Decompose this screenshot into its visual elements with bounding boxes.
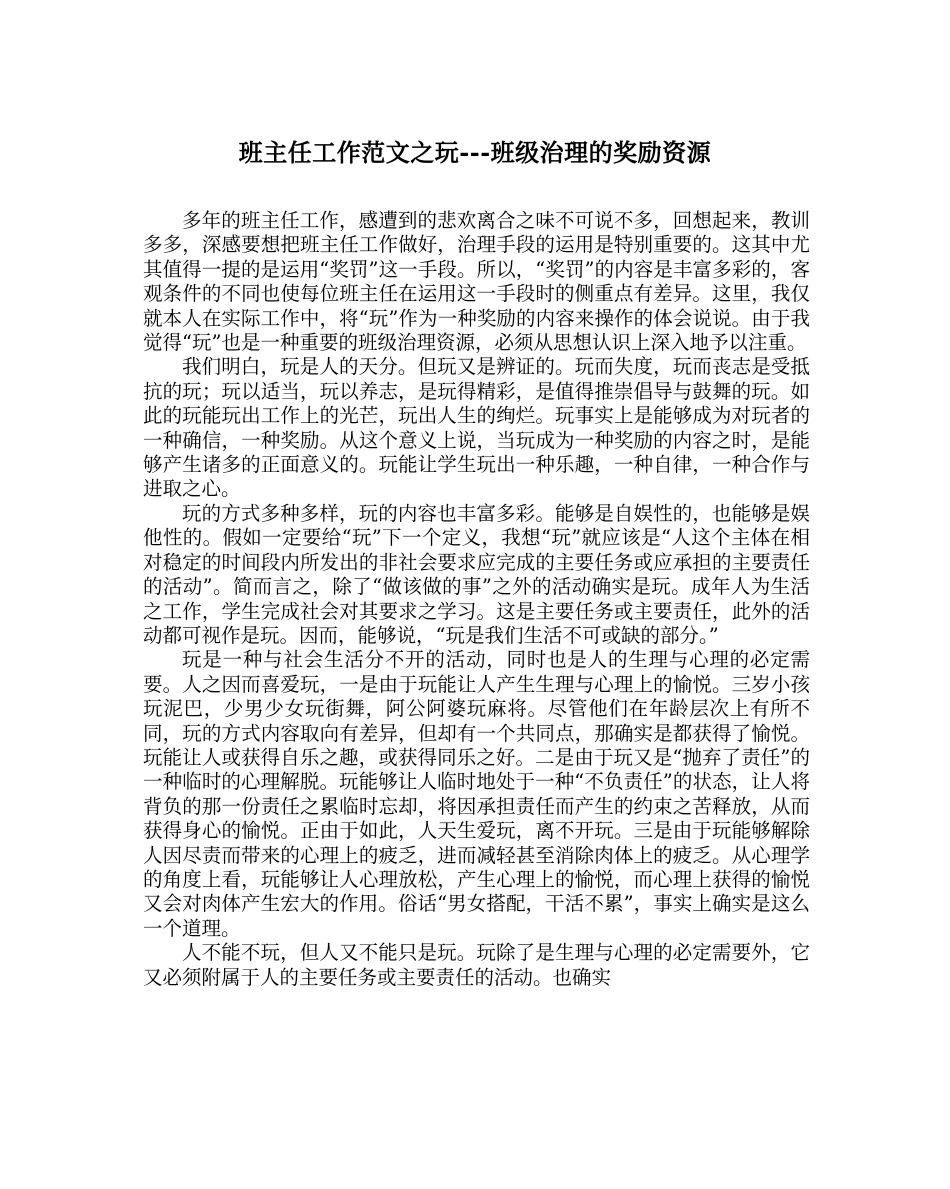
document-body: [143, 209, 810, 990]
paragraph: 我们明白，玩是人的天分。但玩又是辨证的。玩而失度，玩而丧志是受抵抗的玩；玩以适当，玩以养志，是玩得精彩，是值得推崇倡导与鼓舞的玩。如此的玩能玩出工作上的光芒，玩出人生的绚烂。玩事实上是能够成为对玩者的一种确信，一种奖励。从这个意义上说，当玩成为一种奖励的内容之时，是能够产生诸多的正面意义的。玩能让学生玩出一种乐趣，一种自律，一种合作与进取之心。: [143, 355, 810, 501]
paragraph: 玩是一种与社会生活分不开的活动，同时也是人的生理与心理的必定需要。人之因而喜爱玩，一是由于玩能让人产生生理与心理上的愉悦。三岁小孩玩泥巴，少男少女玩街舞，阿公阿婆玩麻将。尽管他们在年龄层次上有所不同，玩的方式内容取向有差异，但却有一个共同点，那确实是都获得了愉悦。玩能让人或获得自乐之趣，或获得同乐之好。二是由于玩又是“抛弃了责任”的一种临时的心理解脱。玩能够让人临时地处于一种“不负责任”的状态，让人将背负的那一份责任之累临时忘却，将因承担责任而产生的约束之苦释放，从而获得身心的愉悦。正由于如此，人天生爱玩，离不开玩。三是由于玩能够解除人因尽责而带来的心理上的疲乏，进而减轻甚至消除肉体上的疲乏。从心理学的角度上看，玩能够让人心理放松，产生心理上的愉悦，而心理上获得的愉悦又会对肉体产生宏大的作用。俗话“男女搭配，干活不累”，事实上确实是这么一个道理。: [143, 648, 810, 940]
paragraph: 玩的方式多种多样，玩的内容也丰富多彩。能够是自娱性的，也能够是娱他性的。假如一定要给“玩”下一个定义，我想“玩”就应该是“人这个主体在相对稳定的时间段内所发出的非社会要求应完成的主要任务或应承担的主要责任的活动”。简而言之，除了“做该做的事”之外的活动确实是玩。成年人为生活之工作，学生完成社会对其要求之学习。这是主要任务或主要责任，此外的活动都可视作是玩。因而，能够说，“玩是我们生活不可或缺的部分。”: [143, 501, 810, 647]
paragraph: 人不能不玩，但人又不能只是玩。玩除了是生理与心理的必定需要外，它又必须附属于人的主要任务或主要责任的活动。也确实: [143, 941, 810, 989]
paragraph: 多年的班主任工作，感遭到的悲欢离合之味不可说不多，回想起来，教训多多，深感要想把班主任工作做好，治理手段的运用是特别重要的。这其中尤其值得一提的是运用“奖罚”这一手段。所以，“奖罚”的内容是丰富多彩的，客观条件的不同也使每位班主任在运用这一手段时的侧重点有差异。这里，我仅就本人在实际工作中，将“玩”作为一种奖励的内容来操作的体会说说。由于我觉得“玩”也是一种重要的班级治理资源，必须从思想认识上深入地予以注重。: [143, 209, 810, 355]
document-title: 班主任工作范文之玩---班级治理的奖励资源: [238, 138, 712, 167]
